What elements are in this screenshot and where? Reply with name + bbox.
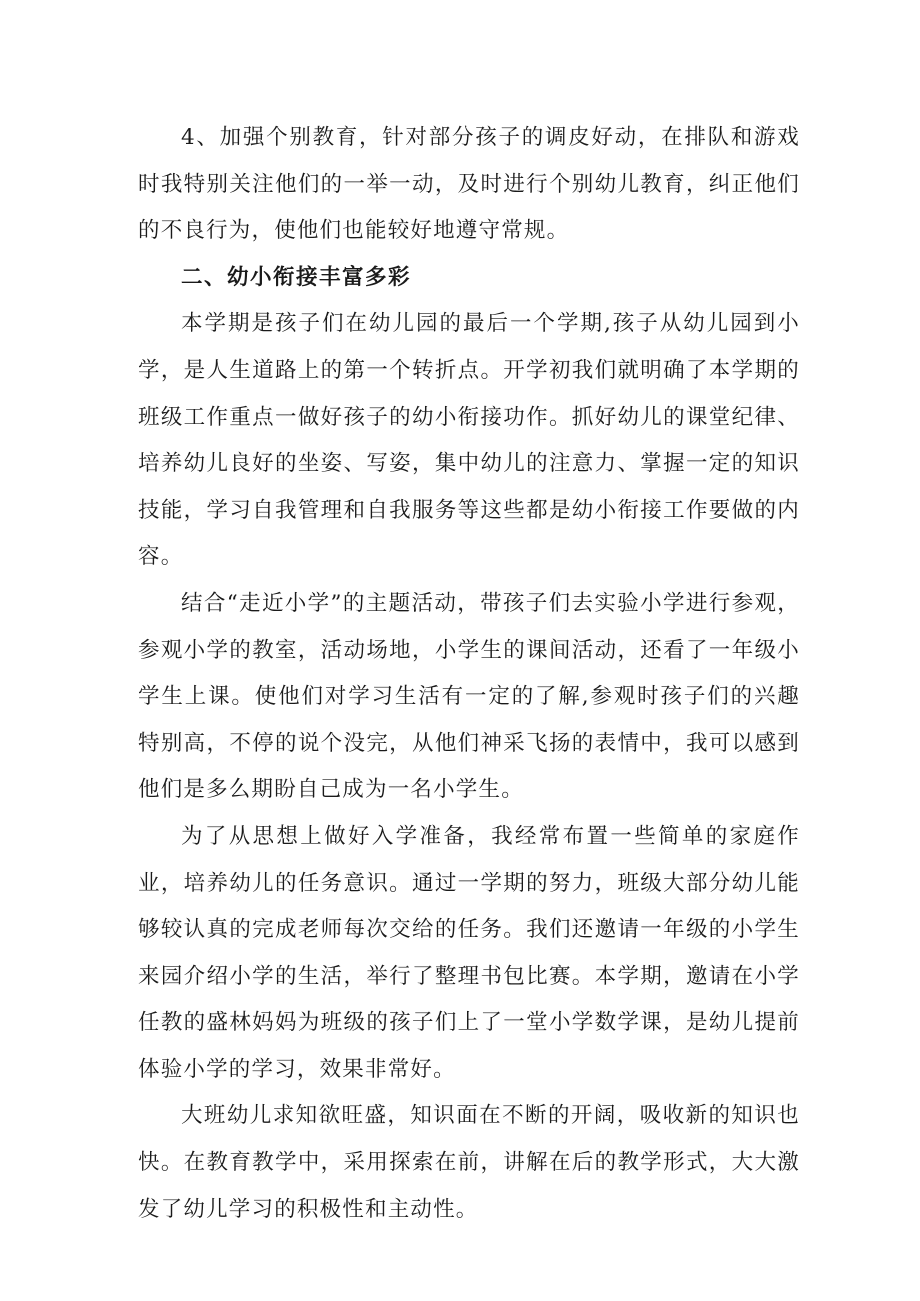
paragraph-school-visit: 结合“走近小学”的主题活动，带孩子们去实验小学进行参观，参观小学的教室，活动场地，小学生的课间活动，还看了一年级小学生上课。使他们对学习生活有一定的了解,参观时孩子们的兴趣特别高，不停的说个没完，从他们神采飞扬的表情中，我可以感到他们是多么期盼自己成为一名小学生。: [138, 590, 800, 803]
document-body: [138, 115, 800, 1233]
section-heading: 二、幼小衔接丰富多彩: [181, 264, 412, 290]
paragraph-teaching-method: 大班幼儿求知欲旺盛，知识面在不断的开阔，吸收新的知识也快。在教育教学中，采用探索在前，讲解在后的教学形式，大大激发了幼儿学习的积极性和主动性。: [138, 1103, 800, 1222]
paragraph-individual-education: 4、加强个别教育，针对部分孩子的调皮好动，在排队和游戏时我特别关注他们的一举一动，及时进行个别幼儿教育，纠正他们的不良行为，使他们也能较好地遵守常规。: [138, 125, 800, 244]
paragraph-semester-overview: 本学期是孩子们在幼儿园的最后一个学期,孩子从幼儿园到小学，是人生道路上的第一个转折点。开学初我们就明确了本学期的班级工作重点一做好孩子的幼小衔接功作。抓好幼儿的课堂纪律、培养幼儿良好的坐姿、写姿，集中幼儿的注意力、掌握一定的知识技能，学习自我管理和自我服务等这些都是幼小衔接工作要做的内容。: [138, 311, 800, 570]
paragraph-school-readiness: 为了从思想上做好入学准备，我经常布置一些简单的家庭作业，培养幼儿的任务意识。通过一学期的努力，班级大部分幼儿能够较认真的完成老师每次交给的任务。我们还邀请一年级的小学生来园介绍小学的生活，举行了整理书包比赛。本学期，邀请在小学任教的盛林妈妈为班级的孩子们上了一堂小学数学课，是幼儿提前体验小学的学习，效果非常好。: [138, 823, 800, 1082]
